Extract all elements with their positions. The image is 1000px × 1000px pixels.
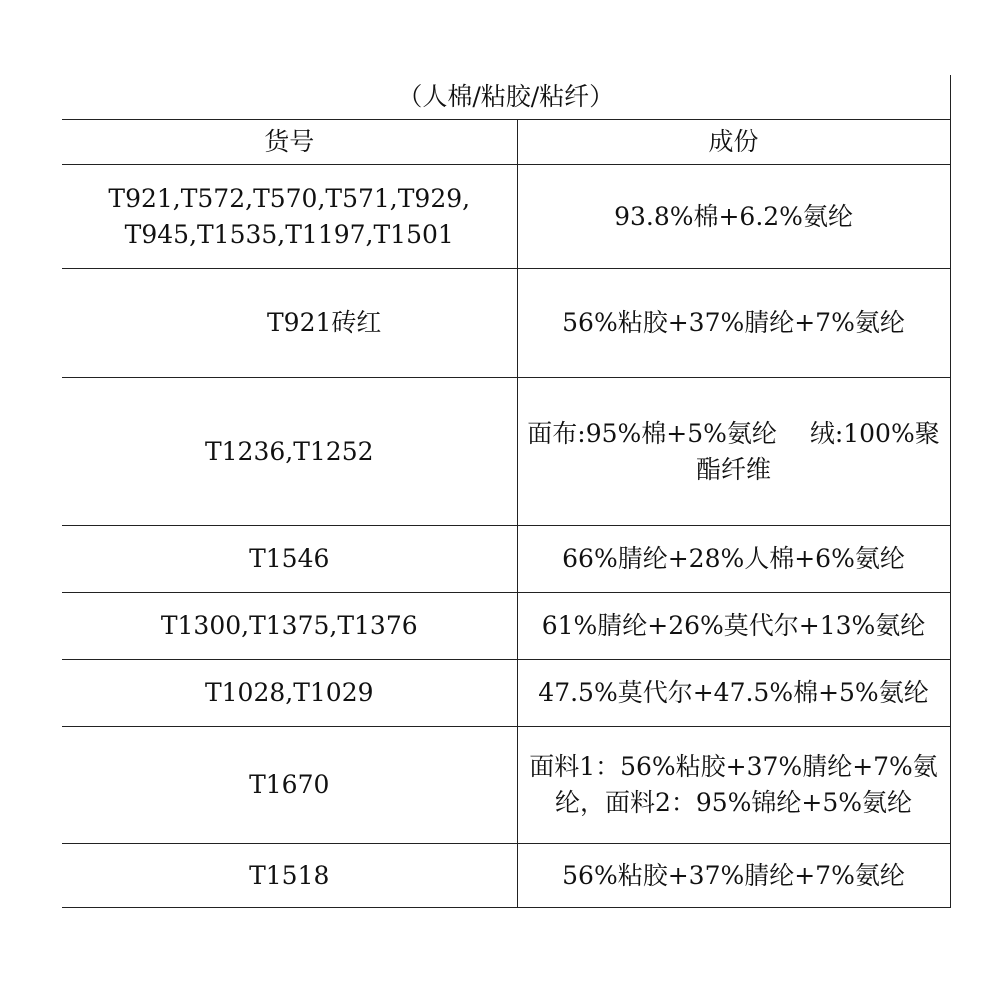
composition-cell	[517, 526, 950, 593]
item-no-cell	[62, 727, 517, 844]
item-no-text: T1028,T1029	[204, 678, 374, 707]
table-row	[62, 727, 950, 844]
composition-cell	[517, 165, 950, 269]
composition-text: 66%腈纶+28%人棉+6%氨纶	[562, 544, 905, 573]
composition-text: 56%粘胶+37%腈纶+7%氨纶	[562, 860, 905, 890]
composition-text: 93.8%棉+6.2%氨纶	[614, 201, 853, 231]
table-row	[62, 593, 950, 660]
composition-text: 47.5%莫代尔+47.5%棉+5%氨纶	[538, 678, 929, 707]
table-row	[62, 165, 950, 269]
item-no-text: T1546	[249, 544, 330, 573]
composition-text: 61%腈纶+26%莫代尔+13%氨纶	[541, 611, 926, 640]
table-row	[62, 269, 950, 378]
header-row	[62, 120, 950, 165]
composition-text: 56%粘胶+37%腈纶+7%氨纶	[562, 308, 905, 337]
item-no-text: T921砖红	[267, 308, 382, 337]
composition-table	[62, 75, 951, 908]
table-row	[62, 844, 950, 908]
item-no-cell	[62, 165, 517, 269]
item-no-text: T1300,T1375,T1376	[160, 611, 418, 640]
composition-text: 面布:95%棉+5%氨纶 绒:100%聚 酯纤维	[527, 418, 940, 484]
composition-cell	[517, 269, 950, 378]
table-row	[62, 526, 950, 593]
item-no-text: T921,T572,T570,T571,T929, T945,T1535,T1197,T1501	[108, 183, 471, 249]
composition-cell	[517, 727, 950, 844]
title-row	[62, 75, 950, 120]
header-composition: 成份	[517, 120, 950, 165]
item-no-cell	[62, 844, 517, 908]
table-title: （人棉/粘胶/粘纤）	[62, 75, 950, 120]
item-no-cell	[62, 526, 517, 593]
composition-text: 面料1：56%粘胶+37%腈纶+7%氨 纶，面料2：95%锦纶+5%氨纶	[529, 752, 938, 817]
table-row	[62, 378, 950, 526]
composition-cell	[517, 593, 950, 660]
header-item-no: 货号	[62, 120, 517, 165]
item-no-text: T1670	[249, 770, 330, 799]
item-no-text: T1518	[249, 860, 330, 890]
item-no-cell	[62, 593, 517, 660]
item-no-cell	[62, 269, 517, 378]
composition-cell	[517, 844, 950, 908]
item-no-text: T1236,T1252	[204, 436, 374, 466]
table-row	[62, 660, 950, 727]
composition-sheet	[62, 75, 950, 908]
composition-cell	[517, 378, 950, 526]
composition-cell	[517, 660, 950, 727]
item-no-cell	[62, 660, 517, 727]
item-no-cell	[62, 378, 517, 526]
